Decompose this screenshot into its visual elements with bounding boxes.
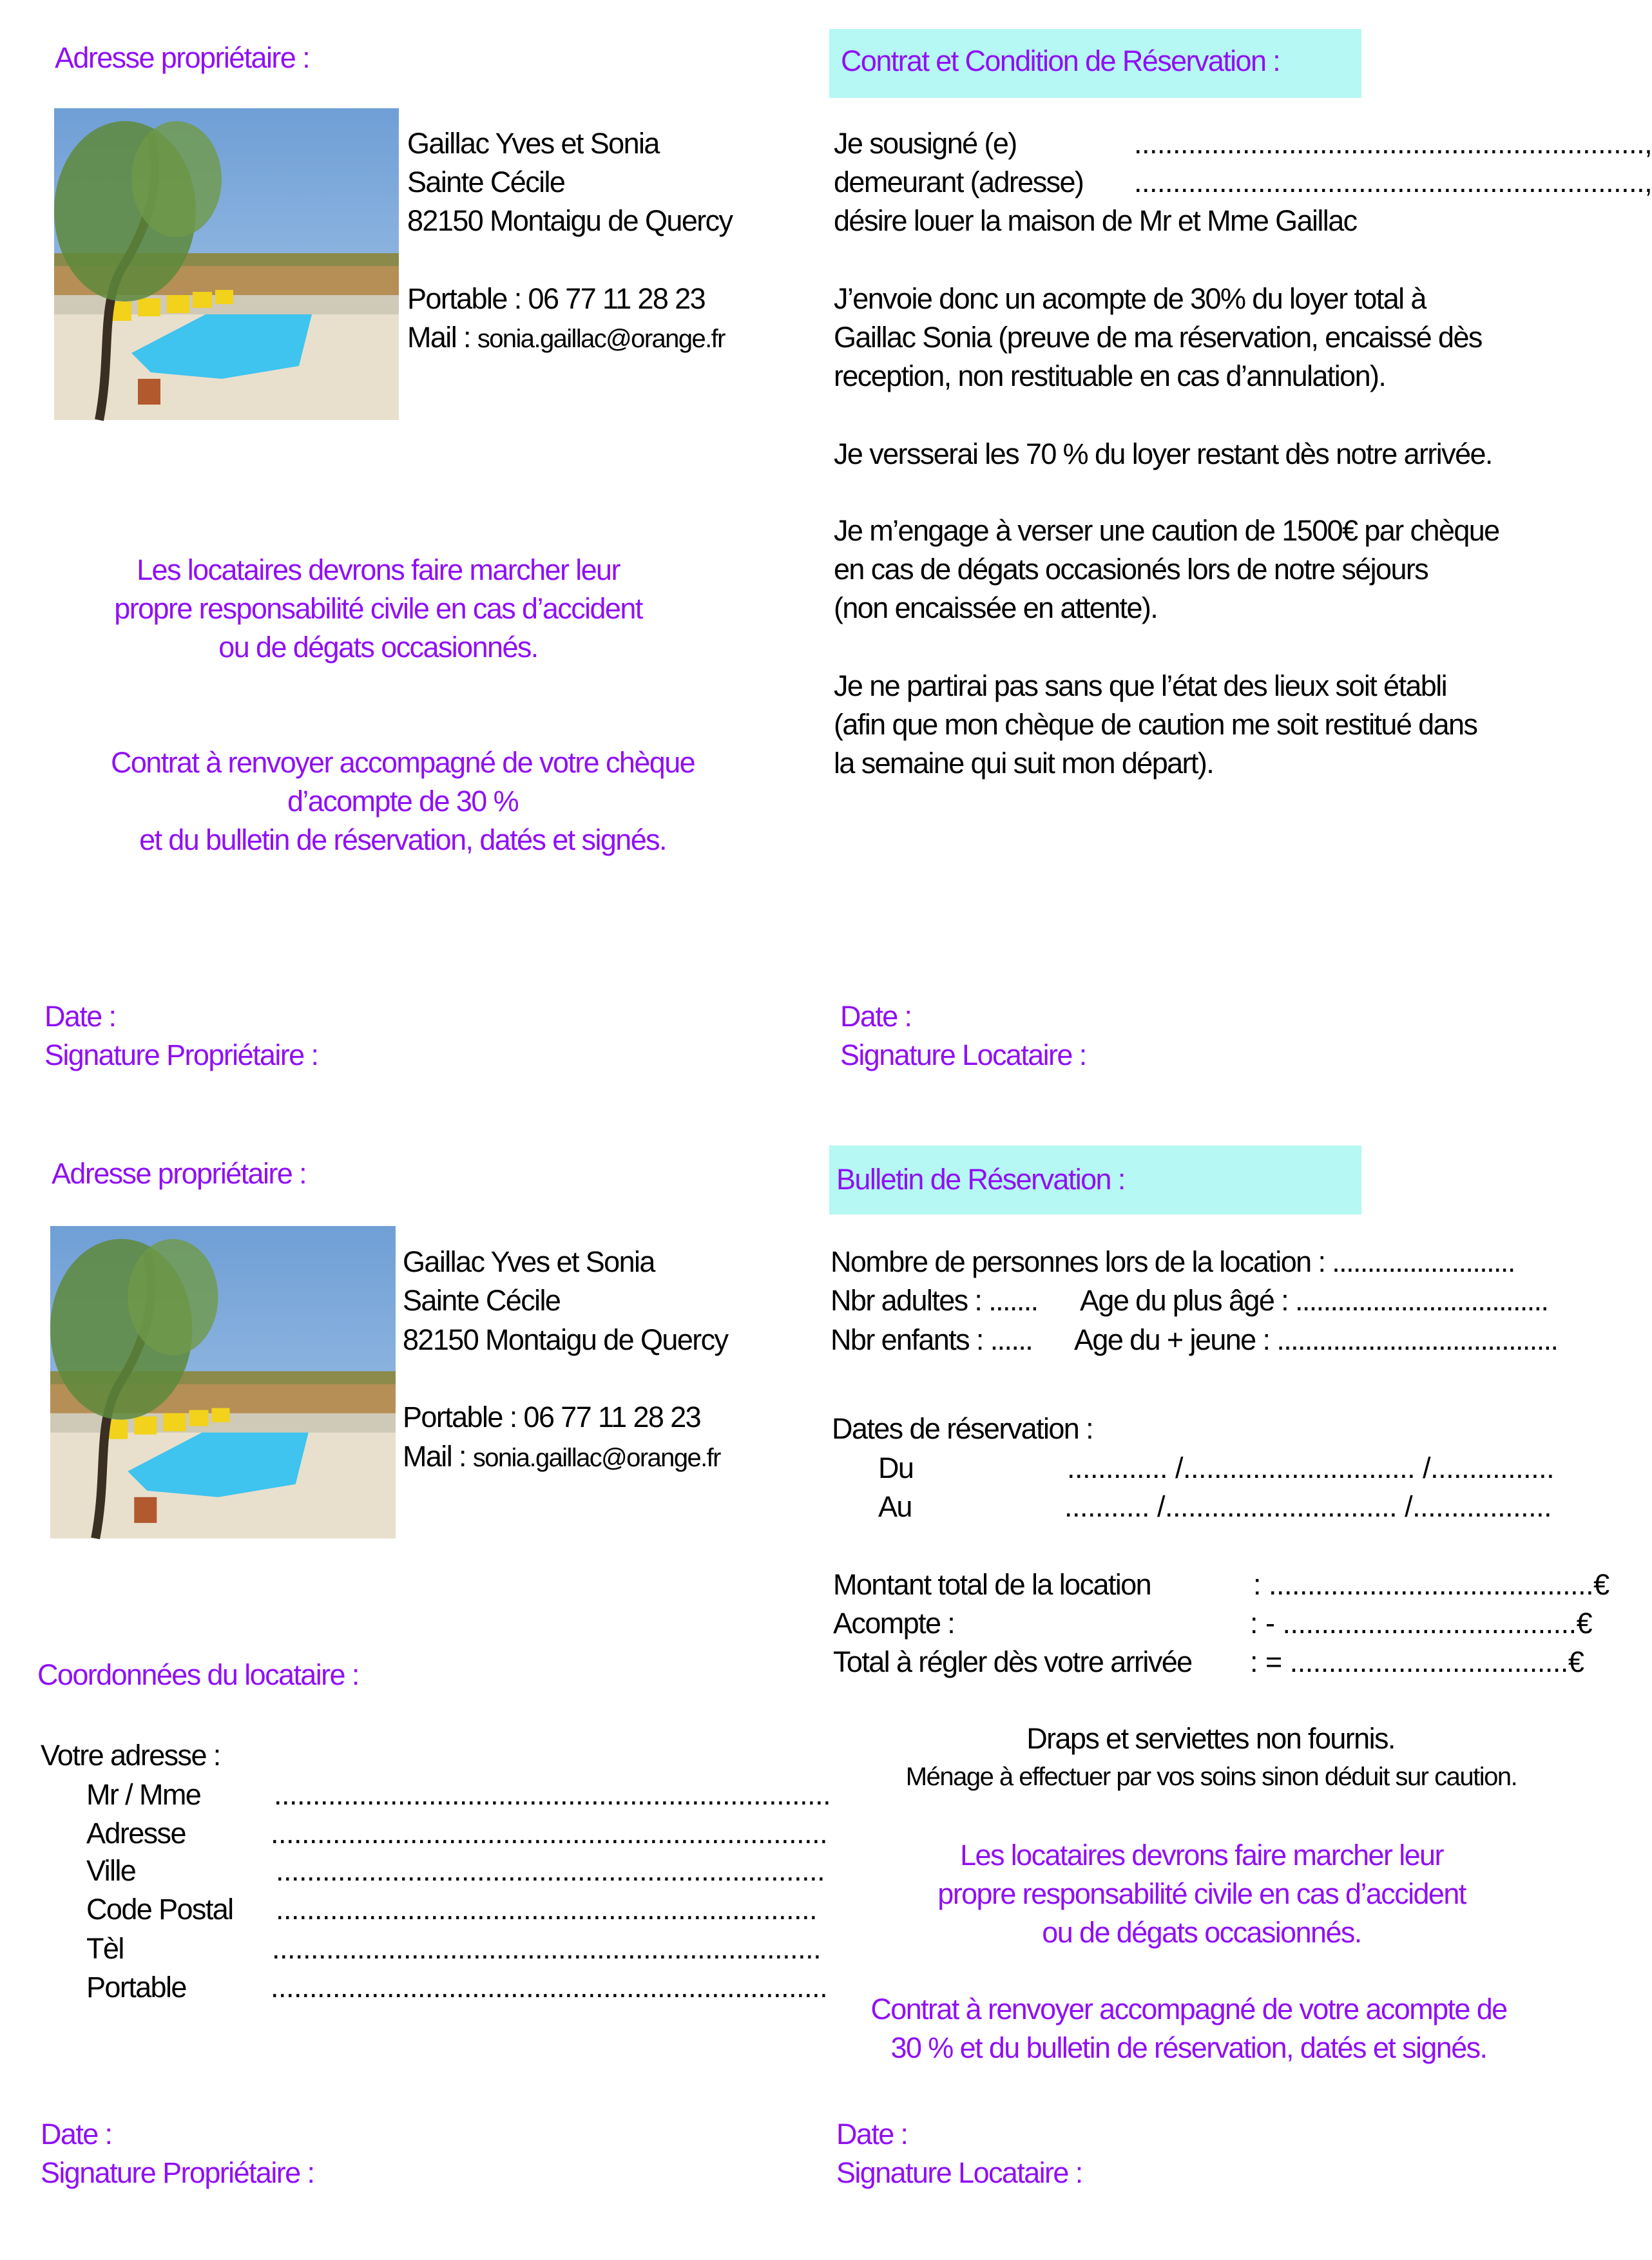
owner-address-heading: Adresse propriétaire : [55, 41, 310, 74]
tenant-address-label: Votre adresse : [41, 1739, 220, 1772]
owner-mail-label: Mail : [407, 321, 477, 354]
persons-field[interactable]: Nombre de personnes lors de la location : .......................... [831, 1245, 1515, 1278]
youngest-age-field[interactable]: Age du + jeune : ........................................ [1074, 1323, 1558, 1356]
pool-photo-icon [54, 108, 399, 420]
tenant-field-address-input[interactable]: ........................................................................ [271, 1817, 828, 1850]
total-label: Montant total de la location [833, 1568, 1151, 1601]
notice-line: Contrat à renvoyer accompagné de votre chèque [110, 746, 695, 779]
to-date-field[interactable]: ........... /.............................. /.................. [1064, 1490, 1552, 1523]
owner-mail-label: Mail : [403, 1440, 473, 1473]
signature-tenant-top: Signature Locataire : [840, 1039, 1086, 1071]
due-field[interactable]: : = ....................................€ [1250, 1645, 1584, 1678]
owner-name-2: Gaillac Yves et Sonia [403, 1245, 655, 1278]
owner-mail-2 [403, 1437, 720, 1477]
paragraph-line: (afin que mon chèque de caution me soit restitué dans [834, 708, 1477, 741]
pool-photo-icon [50, 1226, 396, 1538]
paragraph-line: (non encaissée en attente). [834, 591, 1158, 624]
return-notice-right [834, 1990, 1543, 2067]
adults-field[interactable]: Nbr adultes : ....... [831, 1284, 1038, 1317]
owner-city-2: 82150 Montaigu de Quercy [403, 1323, 728, 1356]
total-field[interactable]: : ..........................................€ [1253, 1568, 1609, 1601]
owner-phone-2: Portable : 06 77 11 28 23 [403, 1401, 701, 1433]
date-tenant-bottom: Date : [836, 2118, 908, 2150]
paragraph-line: J’envoie donc un acompte de 30% du loyer total à [834, 282, 1426, 315]
tenant-field-postcode-label: Code Postal [86, 1893, 233, 1926]
tenant-field-address-label: Adresse [86, 1817, 186, 1850]
balance-paragraph: Je versserai les 70 % du loyer restant dès notre arrivée. [834, 437, 1492, 470]
notice-line: Les locataires devrons faire marcher leur [137, 553, 620, 586]
signature-tenant-bottom: Signature Locataire : [836, 2156, 1082, 2189]
tenant-field-mr-mme-label: Mr / Mme [86, 1778, 201, 1811]
to-label: Au [878, 1490, 912, 1523]
tenant-field-phone-input[interactable]: ....................................................................... [272, 1932, 821, 1965]
from-label: Du [878, 1451, 914, 1484]
children-field[interactable]: Nbr enfants : ...... [831, 1323, 1033, 1356]
paragraph-line: Je m’engage à verser une caution de 1500€ par chèque [834, 514, 1499, 547]
paragraph-line: en cas de dégats occasionés lors de notre séjours [834, 553, 1428, 586]
paragraph-line: la semaine qui suit mon départ). [834, 747, 1214, 780]
notice-line: Contrat à renvoyer accompagné de votre acompte de [870, 1993, 1507, 2025]
from-date-field[interactable]: ............. /.............................. /................ [1067, 1451, 1555, 1484]
address-field[interactable]: .................................................................., [1134, 166, 1652, 198]
tenant-field-mobile-label: Portable [86, 1971, 186, 2004]
dates-label: Dates de réservation : [832, 1412, 1093, 1445]
signed-name-field[interactable]: .................................................................., [1134, 127, 1652, 160]
date-owner-bottom: Date : [41, 2118, 112, 2150]
owner-name: Gaillac Yves et Sonia [407, 127, 659, 160]
date-owner-top: Date : [44, 1000, 116, 1033]
paragraph-line: Je ne partirai pas sans que l’état des lieux soit établi [834, 669, 1447, 702]
notice-line: Les locataires devrons faire marcher leur [960, 1839, 1443, 1872]
tenant-field-mr-mme-input[interactable]: ........................................................................ [274, 1778, 831, 1811]
liability-notice-right [879, 1836, 1524, 1952]
notice-line: ou de dégats occasionnés. [218, 631, 538, 664]
owner-place: Sainte Cécile [407, 166, 565, 198]
paragraph-line: reception, non restituable en cas d’annulation). [834, 359, 1386, 392]
paragraph-line: Gaillac Sonia (preuve de ma réservation, encaissé dès [834, 321, 1482, 354]
tenant-field-city-label: Ville [86, 1854, 136, 1887]
tenant-heading: Coordonnées du locataire : [37, 1658, 359, 1691]
owner-mail-link[interactable]: sonia.gaillac@orange.fr [477, 325, 725, 353]
owner-address-heading-2: Adresse propriétaire : [52, 1157, 307, 1190]
address-label: demeurant (adresse) [834, 166, 1084, 198]
cleaning-notice: Ménage à effectuer par vos soins sinon déduit sur caution. [905, 1763, 1517, 1791]
owner-place-2: Sainte Cécile [403, 1284, 561, 1317]
tenant-field-mobile-input[interactable]: ........................................................................ [271, 1971, 828, 2004]
owner-phone: Portable : 06 77 11 28 23 [407, 282, 706, 315]
signature-owner-bottom: Signature Propriétaire : [41, 2156, 314, 2189]
owner-city: 82150 Montaigu de Quercy [407, 204, 733, 237]
caution-paragraph [834, 512, 1499, 627]
tenant-field-phone-label: Tèl [86, 1932, 124, 1965]
notice-line: ou de dégats occasionnés. [1042, 1916, 1361, 1949]
bulletin-title: Bulletin de Réservation : [836, 1163, 1125, 1196]
tenant-field-postcode-input[interactable]: ...................................................................... [276, 1893, 818, 1926]
notice-line: propre responsabilité civile en cas d’accident [937, 1877, 1466, 1910]
signature-owner-top: Signature Propriétaire : [44, 1039, 318, 1071]
oldest-age-field[interactable]: Age du plus âgé : .................................... [1080, 1284, 1548, 1317]
due-label: Total à régler dès votre arrivée [833, 1645, 1192, 1678]
deposit-label: Acompte : [833, 1607, 955, 1640]
deposit-paragraph [834, 280, 1482, 396]
inventory-paragraph [834, 667, 1477, 783]
rent-line: désire louer la maison de Mr et Mme Gaillac [834, 204, 1357, 237]
tenant-field-city-input[interactable]: ....................................................................... [276, 1854, 825, 1887]
owner-mail [407, 318, 725, 358]
date-tenant-top: Date : [840, 1000, 912, 1033]
notice-line: 30 % et du bulletin de réservation, datés et signés. [890, 2031, 1487, 2064]
signed-label: Je sousigné (e) [834, 127, 1017, 160]
notice-line: propre responsabilité civile en cas d’accident [114, 592, 642, 625]
deposit-field[interactable]: : - ......................................€ [1250, 1607, 1593, 1640]
owner-mail-link[interactable]: sonia.gaillac@orange.fr [472, 1444, 720, 1472]
return-notice-left [48, 743, 757, 859]
contract-title: Contrat et Condition de Réservation : [841, 44, 1280, 77]
notice-line: d’acompte de 30 % [287, 785, 519, 818]
notice-line: et du bulletin de réservation, datés et signés. [139, 823, 666, 856]
linen-notice: Draps et serviettes non fournis. [1026, 1722, 1395, 1755]
liability-notice-left [56, 551, 700, 667]
